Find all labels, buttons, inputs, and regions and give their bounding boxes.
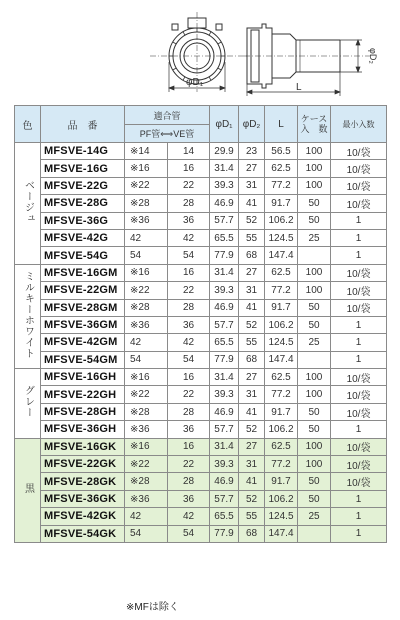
ve-size: 54 bbox=[168, 525, 210, 542]
l-value: 91.7 bbox=[265, 299, 298, 316]
case-qty: 50 bbox=[298, 473, 331, 490]
min-qty: 10/袋 bbox=[331, 403, 387, 420]
pf-size: ※14 bbox=[125, 143, 168, 160]
table-row bbox=[15, 438, 387, 455]
min-qty: 10/袋 bbox=[331, 299, 387, 316]
d1-value: 31.4 bbox=[210, 160, 239, 177]
ve-size: 36 bbox=[168, 421, 210, 438]
pf-size: 54 bbox=[125, 351, 168, 368]
min-qty: 10/袋 bbox=[331, 177, 387, 194]
case-qty: 50 bbox=[298, 212, 331, 229]
product-code: MFSVE-28GK bbox=[41, 473, 125, 490]
case-qty: 100 bbox=[298, 456, 331, 473]
ve-size: 42 bbox=[168, 334, 210, 351]
table-row bbox=[15, 456, 387, 473]
product-code: MFSVE-16GM bbox=[41, 264, 125, 281]
header-l: L bbox=[265, 106, 298, 143]
product-code: MFSVE-22G bbox=[41, 177, 125, 194]
d2-value: 52 bbox=[239, 212, 265, 229]
d2-value: 23 bbox=[239, 143, 265, 160]
product-code: MFSVE-16GH bbox=[41, 369, 125, 386]
table-row bbox=[15, 195, 387, 212]
d1-value: 65.5 bbox=[210, 334, 239, 351]
table-row bbox=[15, 177, 387, 194]
product-code: MFSVE-42GM bbox=[41, 334, 125, 351]
d2-value: 27 bbox=[239, 369, 265, 386]
side-view-drawing bbox=[244, 24, 370, 88]
ve-size: 28 bbox=[168, 299, 210, 316]
table-row bbox=[15, 282, 387, 299]
header-color: 色 bbox=[15, 106, 41, 143]
product-code: MFSVE-16G bbox=[41, 160, 125, 177]
d2-value: 31 bbox=[239, 456, 265, 473]
table-row bbox=[15, 525, 387, 542]
l-value: 91.7 bbox=[265, 195, 298, 212]
l-value: 106.2 bbox=[265, 316, 298, 333]
d1-value: 31.4 bbox=[210, 369, 239, 386]
ve-size: 22 bbox=[168, 456, 210, 473]
d2-value: 52 bbox=[239, 316, 265, 333]
product-code: MFSVE-14G bbox=[41, 143, 125, 160]
l-value: 106.2 bbox=[265, 421, 298, 438]
pf-size: ※22 bbox=[125, 177, 168, 194]
l-value: 124.5 bbox=[265, 334, 298, 351]
color-group-black bbox=[15, 438, 41, 542]
color-label: ミルキーホワイト bbox=[22, 270, 34, 359]
case-qty: 50 bbox=[298, 299, 331, 316]
d2-value: 41 bbox=[239, 473, 265, 490]
ve-size: 22 bbox=[168, 177, 210, 194]
d1-value: 46.9 bbox=[210, 473, 239, 490]
pf-size: ※28 bbox=[125, 299, 168, 316]
case-qty: 100 bbox=[298, 264, 331, 281]
l-value: 106.2 bbox=[265, 490, 298, 507]
d2-value: 41 bbox=[239, 195, 265, 212]
l-value: 147.4 bbox=[265, 351, 298, 368]
header-case-qty: ケース入 数 bbox=[298, 106, 331, 143]
l-value: 91.7 bbox=[265, 473, 298, 490]
ve-size: 16 bbox=[168, 160, 210, 177]
case-qty: 25 bbox=[298, 229, 331, 246]
d2-value: 55 bbox=[239, 508, 265, 525]
min-qty: 1 bbox=[331, 247, 387, 264]
pf-size: ※16 bbox=[125, 160, 168, 177]
pf-size: ※28 bbox=[125, 473, 168, 490]
color-group-beige bbox=[15, 143, 41, 265]
l-value: 147.4 bbox=[265, 247, 298, 264]
case-qty: 100 bbox=[298, 386, 331, 403]
l-value: 62.5 bbox=[265, 160, 298, 177]
l-value: 77.2 bbox=[265, 282, 298, 299]
pf-size: ※16 bbox=[125, 438, 168, 455]
product-code: MFSVE-22GM bbox=[41, 282, 125, 299]
case-qty bbox=[298, 525, 331, 542]
ve-size: 22 bbox=[168, 386, 210, 403]
ve-size: 28 bbox=[168, 473, 210, 490]
color-group-gray bbox=[15, 369, 41, 439]
pf-size: ※36 bbox=[125, 490, 168, 507]
ve-size: 42 bbox=[168, 508, 210, 525]
min-qty: 10/袋 bbox=[331, 160, 387, 177]
product-code: MFSVE-28GM bbox=[41, 299, 125, 316]
pf-size: 54 bbox=[125, 525, 168, 542]
case-qty: 25 bbox=[298, 508, 331, 525]
d2-value: 55 bbox=[239, 229, 265, 246]
d2-value: 27 bbox=[239, 160, 265, 177]
d2-value: 68 bbox=[239, 351, 265, 368]
l-value: 106.2 bbox=[265, 212, 298, 229]
color-group-milky-white bbox=[15, 264, 41, 368]
l-value: 56.5 bbox=[265, 143, 298, 160]
ve-size: 28 bbox=[168, 403, 210, 420]
ve-size: 22 bbox=[168, 282, 210, 299]
d1-value: 39.3 bbox=[210, 282, 239, 299]
ve-size: 16 bbox=[168, 438, 210, 455]
ve-size: 16 bbox=[168, 369, 210, 386]
d2-value: 55 bbox=[239, 334, 265, 351]
d2-value: 27 bbox=[239, 438, 265, 455]
min-qty: 10/袋 bbox=[331, 369, 387, 386]
product-code: MFSVE-36G bbox=[41, 212, 125, 229]
product-drawing bbox=[0, 0, 400, 96]
product-code: MFSVE-28G bbox=[41, 195, 125, 212]
min-qty: 10/袋 bbox=[331, 264, 387, 281]
min-qty: 1 bbox=[331, 508, 387, 525]
pf-size: ※28 bbox=[125, 195, 168, 212]
d2-value: 68 bbox=[239, 247, 265, 264]
l-value: 62.5 bbox=[265, 369, 298, 386]
d1-value: 39.3 bbox=[210, 386, 239, 403]
color-label: 黒 bbox=[22, 483, 34, 495]
product-code: MFSVE-54GM bbox=[41, 351, 125, 368]
pf-size: 42 bbox=[125, 334, 168, 351]
header-d1: φD₁ bbox=[210, 106, 239, 143]
min-qty: 10/袋 bbox=[331, 386, 387, 403]
table-row bbox=[15, 473, 387, 490]
ve-size: 36 bbox=[168, 212, 210, 229]
l-value: 124.5 bbox=[265, 508, 298, 525]
d2-value: 31 bbox=[239, 282, 265, 299]
header-min-qty: 最小入数 bbox=[331, 106, 387, 143]
ve-size: 36 bbox=[168, 316, 210, 333]
pf-size: ※36 bbox=[125, 421, 168, 438]
case-qty: 100 bbox=[298, 177, 331, 194]
pf-size: ※28 bbox=[125, 403, 168, 420]
d2-value: 31 bbox=[239, 386, 265, 403]
d1-value: 77.9 bbox=[210, 351, 239, 368]
header-d2: φD₂ bbox=[239, 106, 265, 143]
pf-size: ※36 bbox=[125, 212, 168, 229]
d1-label: φD₁ bbox=[186, 77, 204, 88]
table-row bbox=[15, 212, 387, 229]
l-value: 62.5 bbox=[265, 264, 298, 281]
min-qty: 1 bbox=[331, 351, 387, 368]
d1-value: 57.7 bbox=[210, 421, 239, 438]
d1-value: 31.4 bbox=[210, 264, 239, 281]
table-row bbox=[15, 299, 387, 316]
header-pf-ve: PF管⟺VE管 bbox=[125, 125, 210, 143]
l-value: 91.7 bbox=[265, 403, 298, 420]
product-code: MFSVE-36GM bbox=[41, 316, 125, 333]
case-qty: 100 bbox=[298, 282, 331, 299]
min-qty: 1 bbox=[331, 490, 387, 507]
min-qty: 1 bbox=[331, 334, 387, 351]
case-qty: 100 bbox=[298, 438, 331, 455]
pf-size: ※16 bbox=[125, 264, 168, 281]
product-code: MFSVE-54GK bbox=[41, 525, 125, 542]
color-label: ベージュ bbox=[22, 179, 34, 224]
pf-size: 54 bbox=[125, 247, 168, 264]
case-qty: 50 bbox=[298, 195, 331, 212]
d2-value: 27 bbox=[239, 264, 265, 281]
min-qty: 1 bbox=[331, 212, 387, 229]
d1-value: 57.7 bbox=[210, 212, 239, 229]
pf-size: 42 bbox=[125, 229, 168, 246]
d1-value: 29.9 bbox=[210, 143, 239, 160]
table-row bbox=[15, 508, 387, 525]
d1-value: 65.5 bbox=[210, 229, 239, 246]
table-row bbox=[15, 386, 387, 403]
table-row bbox=[15, 229, 387, 246]
pf-size: ※22 bbox=[125, 386, 168, 403]
header-fitting-pipe: 適合管 bbox=[125, 106, 210, 125]
ve-size: 54 bbox=[168, 247, 210, 264]
product-code: MFSVE-28GH bbox=[41, 403, 125, 420]
min-qty: 10/袋 bbox=[331, 143, 387, 160]
case-qty: 50 bbox=[298, 490, 331, 507]
product-code: MFSVE-42G bbox=[41, 229, 125, 246]
ve-size: 42 bbox=[168, 229, 210, 246]
d2-value: 52 bbox=[239, 421, 265, 438]
table-row bbox=[15, 160, 387, 177]
product-code: MFSVE-36GH bbox=[41, 421, 125, 438]
table-row bbox=[15, 490, 387, 507]
d1-value: 46.9 bbox=[210, 195, 239, 212]
d1-value: 31.4 bbox=[210, 438, 239, 455]
table-row bbox=[15, 369, 387, 386]
table-row bbox=[15, 247, 387, 264]
footnote: ※MFは除く bbox=[126, 602, 179, 613]
product-code: MFSVE-42GK bbox=[41, 508, 125, 525]
case-qty: 100 bbox=[298, 369, 331, 386]
ve-size: 14 bbox=[168, 143, 210, 160]
table-row bbox=[15, 403, 387, 420]
pf-size: 42 bbox=[125, 508, 168, 525]
min-qty: 10/袋 bbox=[331, 456, 387, 473]
l-value: 147.4 bbox=[265, 525, 298, 542]
d2-label: φD₂ bbox=[368, 48, 378, 64]
pf-size: ※36 bbox=[125, 316, 168, 333]
product-code: MFSVE-16GK bbox=[41, 438, 125, 455]
table-row bbox=[15, 421, 387, 438]
d1-value: 39.3 bbox=[210, 456, 239, 473]
min-qty: 10/袋 bbox=[331, 473, 387, 490]
pf-size: ※16 bbox=[125, 369, 168, 386]
pf-size: ※22 bbox=[125, 456, 168, 473]
l-value: 77.2 bbox=[265, 177, 298, 194]
d1-value: 65.5 bbox=[210, 508, 239, 525]
d1-value: 39.3 bbox=[210, 177, 239, 194]
d2-value: 52 bbox=[239, 490, 265, 507]
l-value: 77.2 bbox=[265, 456, 298, 473]
min-qty: 1 bbox=[331, 525, 387, 542]
case-qty: 100 bbox=[298, 160, 331, 177]
case-qty: 50 bbox=[298, 316, 331, 333]
d1-value: 77.9 bbox=[210, 247, 239, 264]
case-qty: 25 bbox=[298, 334, 331, 351]
spec-table bbox=[14, 105, 387, 543]
product-code: MFSVE-22GK bbox=[41, 456, 125, 473]
min-qty: 10/袋 bbox=[331, 195, 387, 212]
color-label: グレー bbox=[22, 385, 34, 419]
ve-size: 16 bbox=[168, 264, 210, 281]
table-row bbox=[15, 264, 387, 281]
l-label: L bbox=[296, 82, 302, 93]
ve-size: 28 bbox=[168, 195, 210, 212]
min-qty: 1 bbox=[331, 421, 387, 438]
min-qty: 1 bbox=[331, 316, 387, 333]
l-value: 62.5 bbox=[265, 438, 298, 455]
table-row bbox=[15, 316, 387, 333]
d1-value: 57.7 bbox=[210, 316, 239, 333]
l-value: 77.2 bbox=[265, 386, 298, 403]
d2-value: 31 bbox=[239, 177, 265, 194]
min-qty: 1 bbox=[331, 229, 387, 246]
product-code: MFSVE-22GH bbox=[41, 386, 125, 403]
case-qty: 100 bbox=[298, 143, 331, 160]
table-row bbox=[15, 351, 387, 368]
l-value: 124.5 bbox=[265, 229, 298, 246]
d1-value: 46.9 bbox=[210, 403, 239, 420]
d2-value: 41 bbox=[239, 299, 265, 316]
product-code: MFSVE-36GK bbox=[41, 490, 125, 507]
case-qty bbox=[298, 351, 331, 368]
d2-value: 41 bbox=[239, 403, 265, 420]
table-row bbox=[15, 334, 387, 351]
ve-size: 54 bbox=[168, 351, 210, 368]
d1-value: 46.9 bbox=[210, 299, 239, 316]
table-row bbox=[15, 143, 387, 160]
product-code: MFSVE-54G bbox=[41, 247, 125, 264]
case-qty bbox=[298, 247, 331, 264]
d2-value: 68 bbox=[239, 525, 265, 542]
d1-value: 57.7 bbox=[210, 490, 239, 507]
pf-size: ※22 bbox=[125, 282, 168, 299]
ve-size: 36 bbox=[168, 490, 210, 507]
case-qty: 50 bbox=[298, 403, 331, 420]
d1-value: 77.9 bbox=[210, 525, 239, 542]
min-qty: 10/袋 bbox=[331, 438, 387, 455]
case-qty: 50 bbox=[298, 421, 331, 438]
min-qty: 10/袋 bbox=[331, 282, 387, 299]
header-name: 品 番 bbox=[41, 106, 125, 143]
